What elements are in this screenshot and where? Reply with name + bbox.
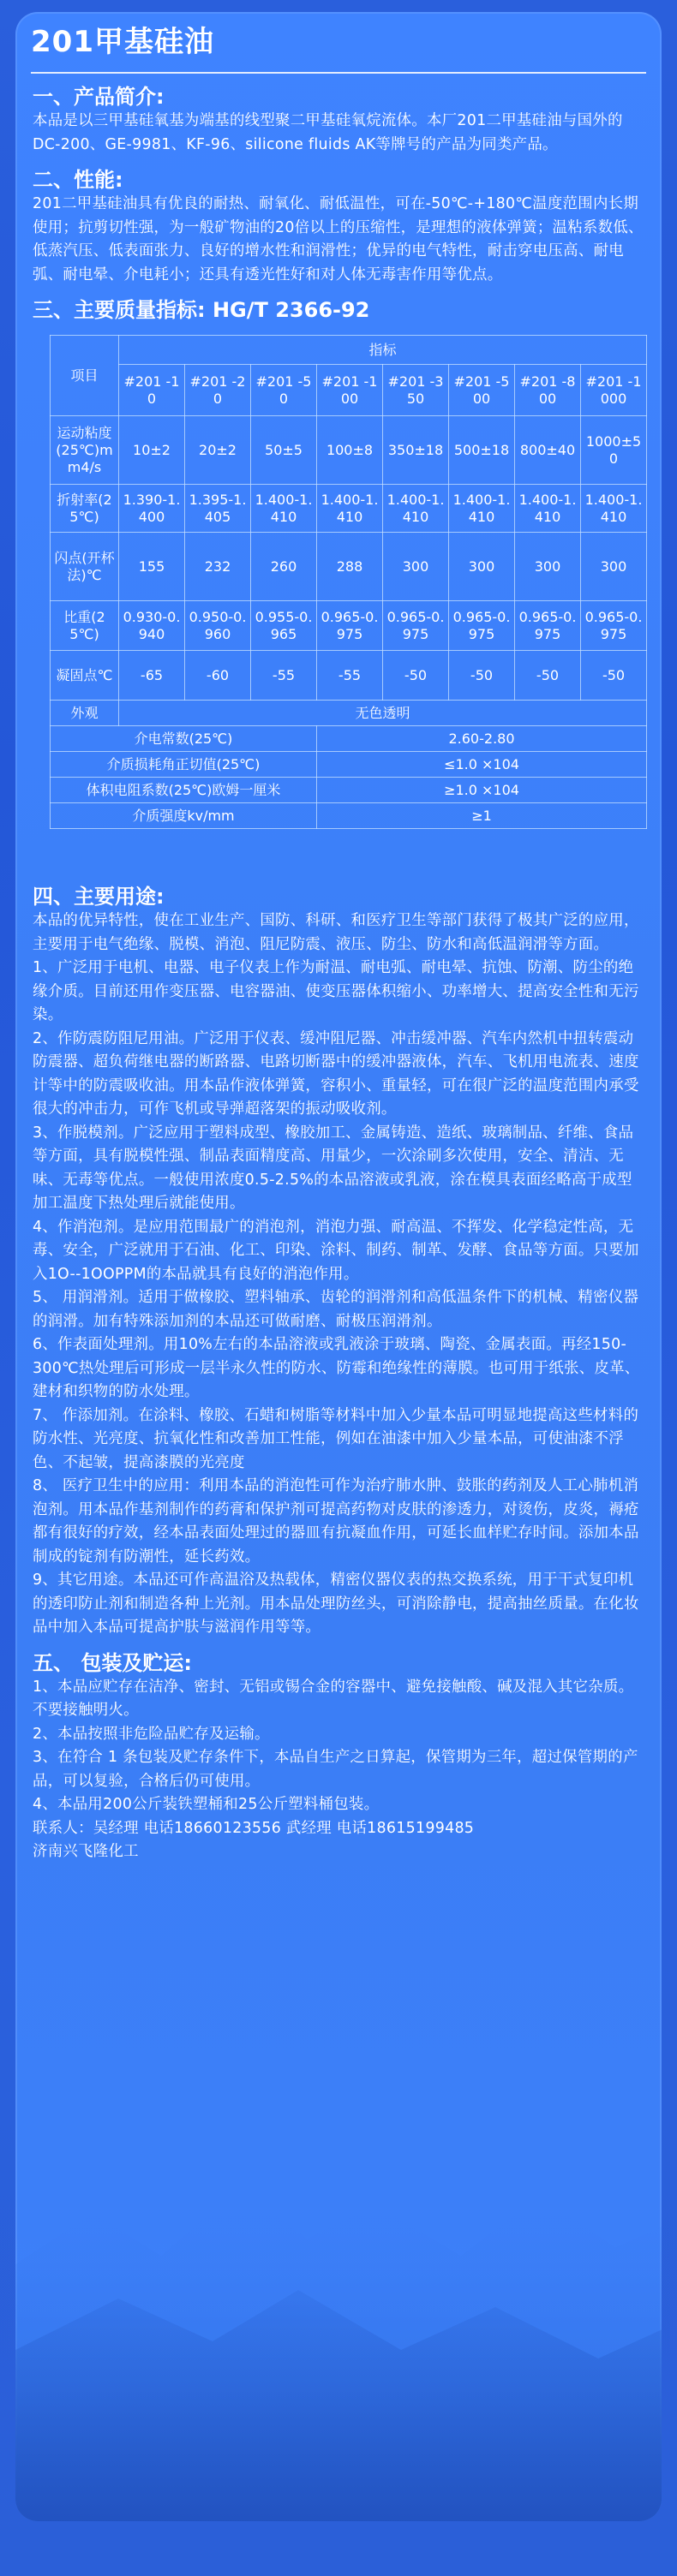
table-cell: 0.965-0.975 [515,601,581,651]
table-cell: 1.400-1.410 [317,485,383,533]
table-cell: 300 [449,533,515,601]
uses-paragraph: 1、广泛用于电机、电器、电子仪表上作为耐温、耐电弧、耐电晕、抗蚀、防潮、防尘的绝缘介质。目前还用作变压器、电容器油、使变压器体积缩小、功率增大、提高安全性和无污染。 [33,959,639,1023]
grade-cell: #201 -20 [185,365,251,416]
uses-paragraph: 4、作消泡剂。是应用范围最广的消泡剂，消泡力强、耐高温、不挥发、化学稳定性高，无毒、安全，广泛就用于石油、化工、印染、涂料、制药、制革、发酵、食品等方面。只要加入1O--1OOPPM的本品就具有良好的消泡作用。 [33,1218,639,1283]
index-header: 指标 [119,336,647,365]
row-label: 比重(25℃) [51,601,119,651]
table-cell: 0.965-0.975 [383,601,449,651]
table-cell: ≥1 [317,803,647,829]
table-cell: 1.390-1.400 [119,485,185,533]
table-cell: 260 [251,533,317,601]
table-cell: 1000±50 [581,416,647,485]
item-header: 项目 [51,336,119,416]
table-cell: -55 [317,651,383,701]
table-cell: 1.400-1.410 [251,485,317,533]
uses-paragraph: 2、作防震防阻尼用油。广泛用于仪表、缓冲阻尼器、冲击缓冲器、汽车内然机中扭转震动防震器、超负荷继电器的断路器、电路切断器中的缓冲器液体，汽车、飞机用电流表、速度计等中的防震吸收油。用本品作液体弹簧，容积小、重量轻，可在很广泛的温度范围内承受很大的冲击力，可作飞机或导弹超落架的振动吸收剂。 [33,1029,639,1118]
table-cell: 1.400-1.410 [581,485,647,533]
table-cell: 2.60-2.80 [317,726,647,752]
table-cell: 1.400-1.410 [383,485,449,533]
grade-cell: #201 -100 [317,365,383,416]
table-cell: 1.395-1.405 [185,485,251,533]
table-cell: ≤1.0 ×104 [317,752,647,778]
table-cell: 300 [515,533,581,601]
table-row [51,533,647,601]
title-divider [31,72,646,74]
table-row [51,752,647,778]
table-cell: -50 [515,651,581,701]
row-label: 闪点(开杯法)℃ [51,533,119,601]
row-label: 凝固点℃ [51,651,119,701]
row-label: 运动粘度(25℃)mm4/s [51,416,119,485]
table-cell: 1.400-1.410 [515,485,581,533]
table-cell: 800±40 [515,416,581,485]
row-label: 介质强度kv/mm [51,803,317,829]
table-cell: 0.965-0.975 [581,601,647,651]
mountain-silhouette [15,2042,662,2521]
table-cell: -50 [581,651,647,701]
row-label: 外观 [51,701,119,726]
content-panel [15,12,662,2521]
table-cell: 0.955-0.965 [251,601,317,651]
uses-paragraph: 3、作脱模剂。广泛应用于塑料成型、橡胶加工、金属铸造、造纸、玻璃制品、纤维、食品等方面，具有脱模性强、制品表面精度高、用量少，一次涂刷多次使用，安全、清洁、无味、无毒等优点。一般使用浓度0.5-2.5%的本品溶液或乳液，涂在模具表面经略高于成型加工温度下热处理后就能使用。 [33,1124,634,1212]
uses-paragraph: 本品的优异特性，使在工业生产、国防、科研、和医疗卫生等部门获得了极其广泛的应用，主要用于电气绝缘、脱模、消泡、阻尼防震、液压、防尘、防水和高低温润滑等方面。 [33,912,639,953]
row-label: 介质损耗角正切值(25℃) [51,752,317,778]
table-row [51,416,647,485]
row-label: 体积电阻系数(25℃)欧姆一厘米 [51,778,317,803]
table-cell: -60 [185,651,251,701]
table-cell: -50 [449,651,515,701]
table-cell: 300 [581,533,647,601]
packaging-paragraph: 1、本品应贮存在洁净、密封、无铝或锡合金的容器中、避免接触酸、碱及混入其它杂质。不要接触明火。 [33,1678,634,1719]
properties-text: 201二甲基硅油具有优良的耐热、耐氧化、耐低温性，可在-50℃-+180℃温度范围内长期使用；抗剪切性强，为一般矿物油的20倍以上的压缩性，是理想的液体弹簧；温粘系数低、低蒸汽压、低表面张力、良好的增水性和润滑性；优异的电气特性，耐击穿电压高、耐电弧、耐电晕、介电耗小；还具有透光性好和对人体无毒害作用等优点。 [33,195,644,283]
table-cell: -65 [119,651,185,701]
grade-cell: #201 -500 [449,365,515,416]
packaging-heading: 五、 包装及贮运: [33,1650,192,1675]
table-row [51,803,647,829]
table-row [51,601,647,651]
section-spacer [33,829,644,874]
intro-text: 本品是以三甲基硅氧基为端基的线型聚二甲基硅氧烷流体。本厂201二甲基硅油与国外的DC-200、GE-9981、KF-96、silicone fluids AK等牌号的产品为同类产品。 [33,112,623,153]
packaging-paragraph: 2、本品按照非危险品贮存及运输。 [33,1725,270,1743]
table-cell: 1.400-1.410 [449,485,515,533]
grade-cell: #201 -800 [515,365,581,416]
table-cell: 20±2 [185,416,251,485]
packaging-paragraph: 3、在符合 1 条包装及贮存条件下，本品自生产之日算起，保管期为三年，超过保管期的产品，可以复验，合格后仍可使用。 [33,1749,638,1790]
contact-line: 联系人：吴经理 电话18660123556 武经理 电话18615199485 [33,1819,475,1837]
uses-paragraph: 6、作表面处理剂。用10%左右的本品溶液或乳液涂于玻璃、陶瓷、金属表面。再经150-300℃热处理后可形成一层半永久性的防水、防霉和绝缘性的薄膜。也可用于纸张、皮革、建材和织物的防水处理。 [33,1336,640,1400]
table-row [51,778,647,803]
uses-paragraph: 8、 医疗卫生中的应用：利用本品的消泡性可作为治疗肺水肿、鼓胀的药剂及人工心肺机消泡剂。用本品作基剂制作的药膏和保护剂可提高药物对皮肤的渗透力，对烫伤，皮炎，褥疮都有很好的疗效，经本品表面处理过的器皿有抗凝血作用，可延长血样贮存时间。添加本品制成的锭剂有防潮性，延长药效。 [33,1477,639,1565]
table-cell: 无色透明 [119,701,647,726]
table-row [51,726,647,752]
uses-paragraph: 9、其它用途。本品还可作高温浴及热载体，精密仪器仪表的热交换系统，用于干式复印机的透印防止剂和制造各种上光剂。用本品处理防丝头，可消除静电，提高抽丝质量。在化妆品中加入本品可提高护肤与滋润作用等等。 [33,1571,639,1636]
table-cell: -55 [251,651,317,701]
quality-spec-table [50,335,647,829]
uses-paragraph: 5、 用润滑剂。适用于做橡胶、塑料轴承、齿轮的润滑剂和高低温条件下的机械、精密仪器的润滑。加有特殊添加剂的本品还可做耐磨、耐极压润滑剂。 [33,1289,639,1330]
table-cell: ≥1.0 ×104 [317,778,647,803]
table-cell: -50 [383,651,449,701]
page-title: 201甲基硅油 [31,25,214,59]
table-cell: 10±2 [119,416,185,485]
grade-cell: #201 -50 [251,365,317,416]
table-cell: 0.965-0.975 [317,601,383,651]
row-label: 折射率(25℃) [51,485,119,533]
row-label: 介电常数(25℃) [51,726,317,752]
table-cell: 100±8 [317,416,383,485]
intro-heading: 一、产品简介: [33,85,165,109]
uses-heading: 四、主要用途: [33,885,165,909]
table-row [51,485,647,533]
table-cell: 0.965-0.975 [449,601,515,651]
company-name: 济南兴飞隆化工 [33,1843,139,1860]
table-cell: 288 [317,533,383,601]
table-row [51,701,647,726]
packaging-paragraph: 4、本品用200公斤装铁塑桶和25公斤塑料桶包装。 [33,1796,380,1813]
grade-cell: #201 -350 [383,365,449,416]
table-cell: 500±18 [449,416,515,485]
table-cell: 300 [383,533,449,601]
table-row [51,651,647,701]
grade-cell: #201 -1000 [581,365,647,416]
uses-paragraph: 7、 作添加剂。在涂料、橡胶、石蜡和树脂等材料中加入少量本品可明显地提高这些材料的防水性、光亮度、抗氧化性和改善加工性能，例如在油漆中加入少量本品，可使油漆不浮色、不起皱，提高漆膜的光亮度 [33,1406,639,1471]
table-cell: 232 [185,533,251,601]
table-cell: 50±5 [251,416,317,485]
quality-heading: 三、主要质量指标: HG/T 2366-92 [33,298,370,322]
table-cell: 0.950-0.960 [185,601,251,651]
grade-cell: #201 -10 [119,365,185,416]
table-cell: 0.930-0.940 [119,601,185,651]
table-cell: 350±18 [383,416,449,485]
properties-heading: 二、性能: [33,168,123,192]
table-cell: 155 [119,533,185,601]
